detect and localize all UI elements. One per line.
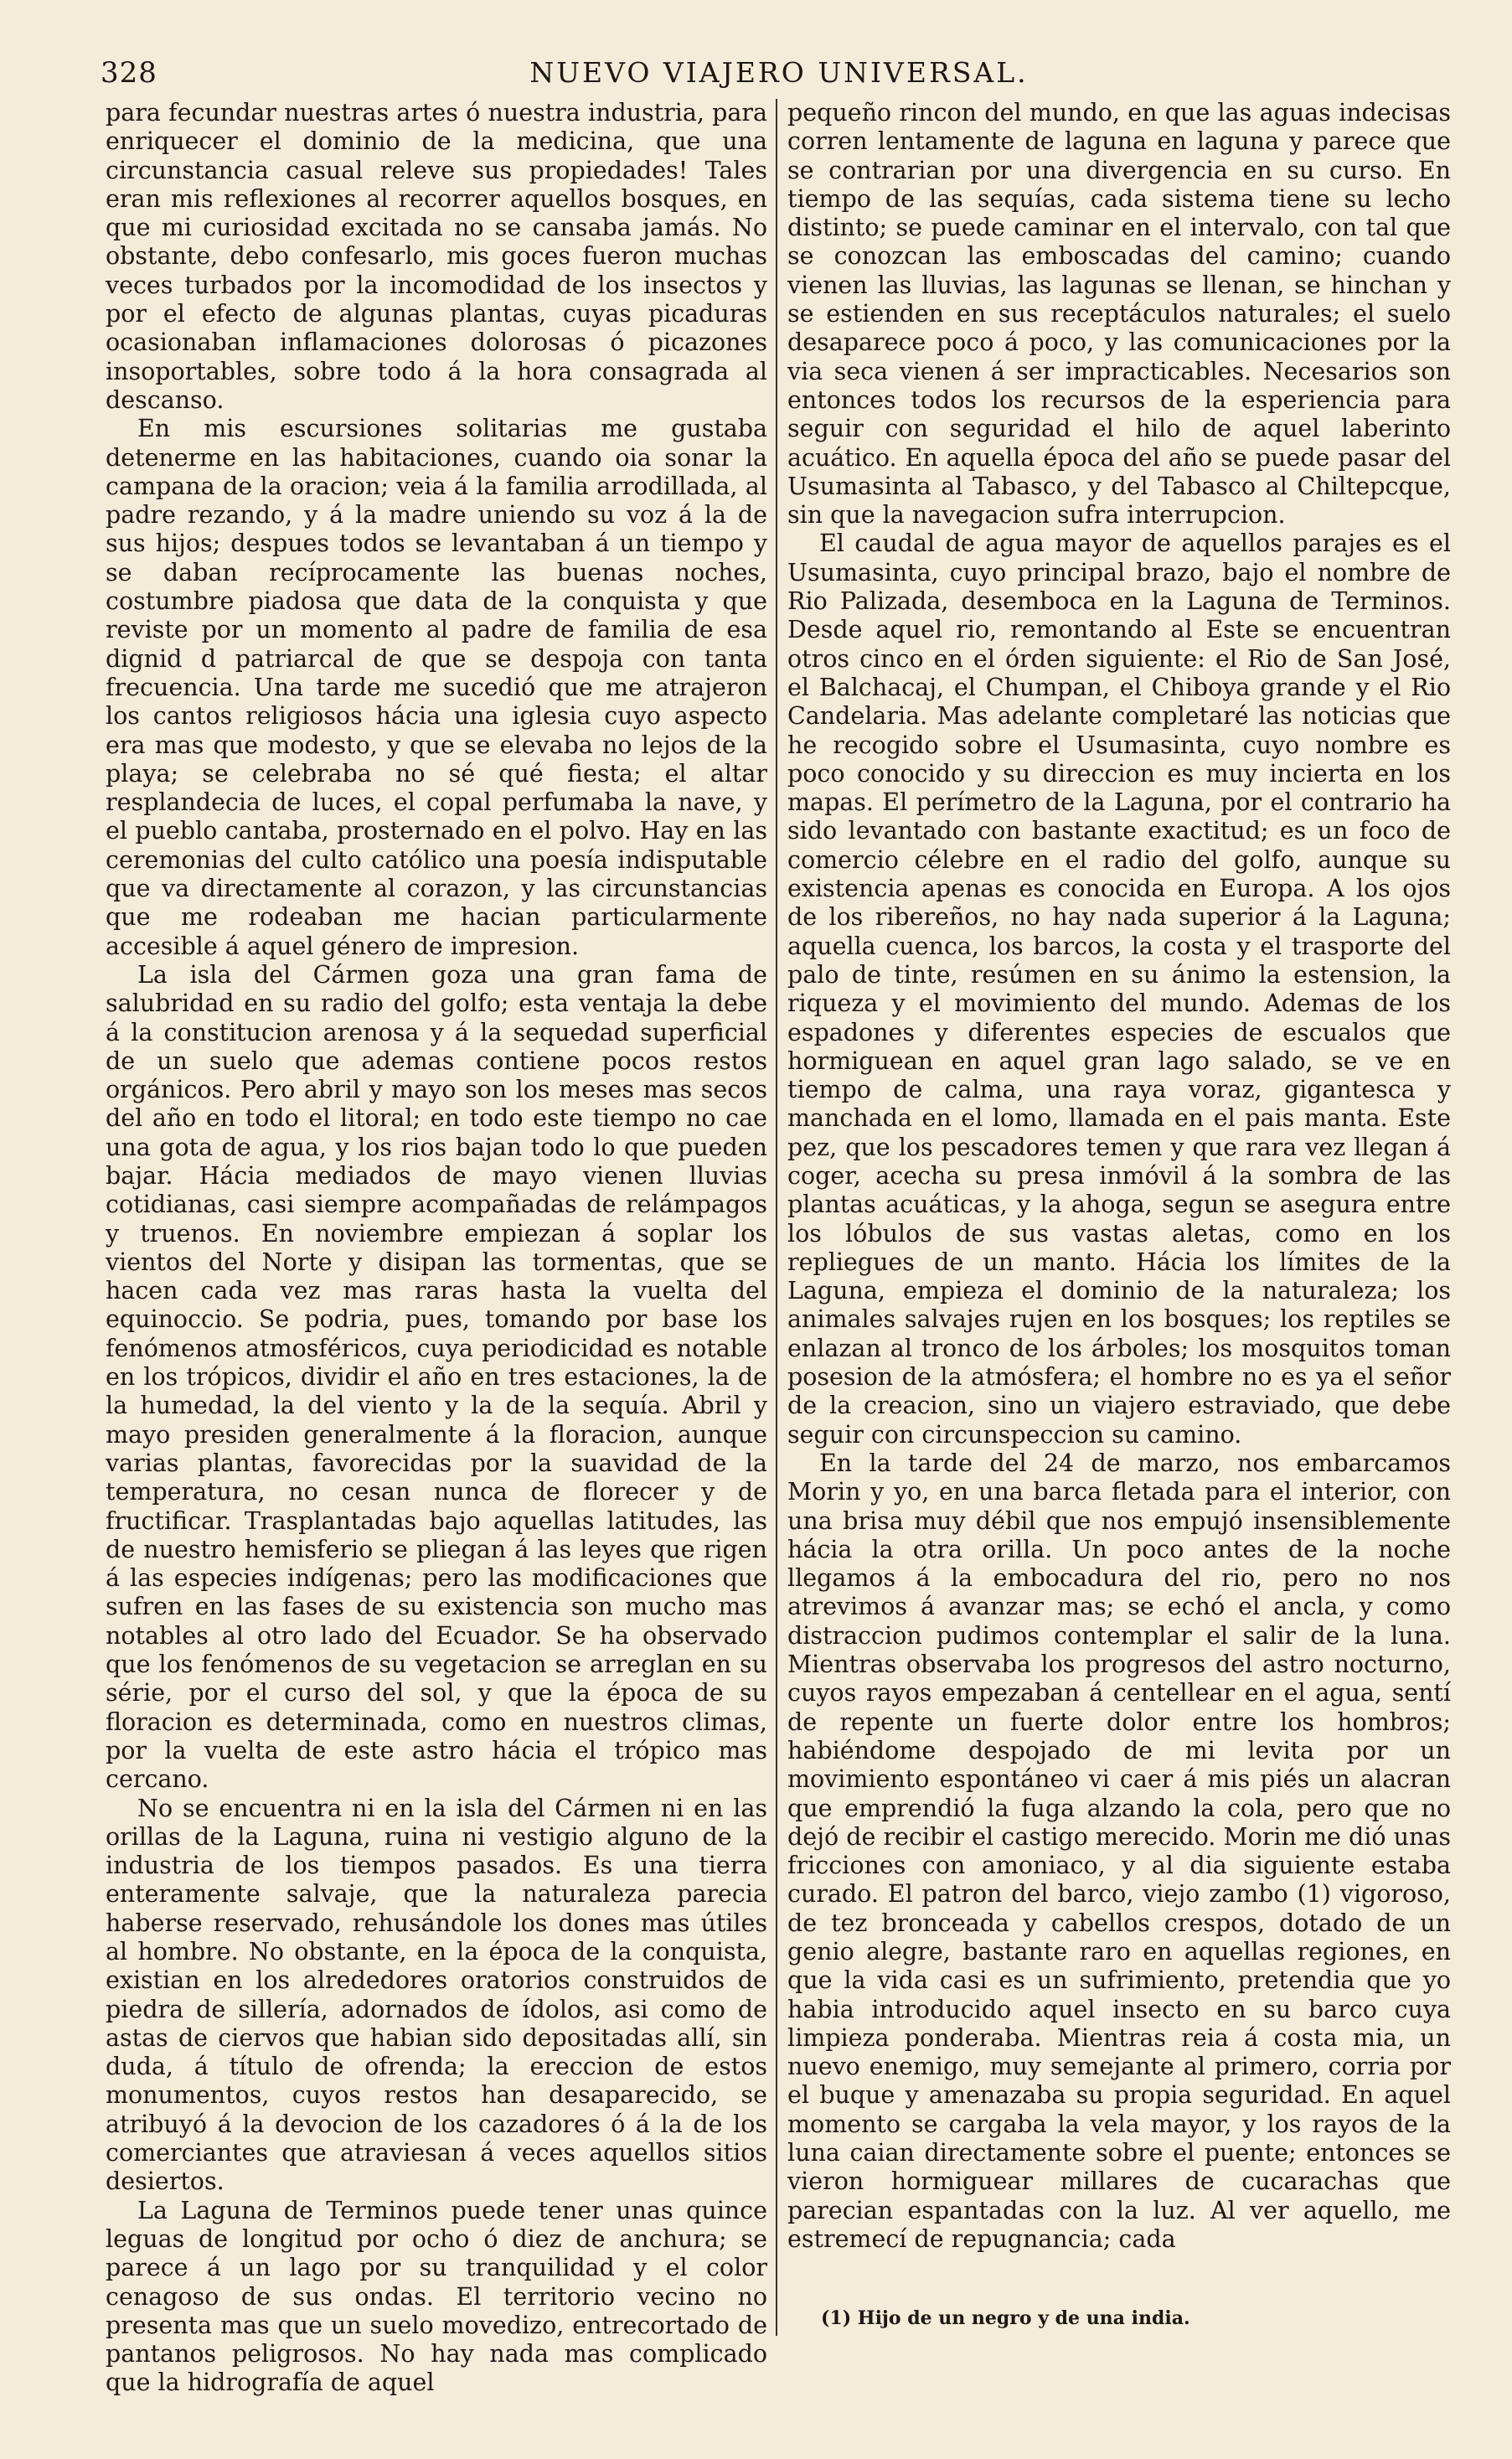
running-title: NUEVO VIAJERO UNIVERSAL. (529, 56, 1029, 89)
paragraph: En mis escursiones solitarias me gustaba detenerme en las habitaciones, cuando oia sonar la campana de la oracion; veia á la familia arrodillada, al padre rezando, y á la madre uniendo su voz á la de sus hijos; despues todos se levantaban á un tiempo y se daban recíprocamente las buenas noches, costumbre piadosa que data de la conquista y que reviste por un momento al padre de familia de esa dignid d patriarcal de que se despoja con tanta frecuencia. Una tarde me sucedió que me atrajeron los cantos religiosos hácia una iglesia cuyo aspecto era mas que modesto, y que se elevaba no lejos de la playa; se celebraba no sé qué fiesta; el altar resplandecia de luces, el copal perfumaba la nave, y el pueblo cantaba, prosternado en el polvo. Hay en las ceremonias del culto católico una poesía indisputable que va directamente al corazon, y las circunstancias que me rodeaban me hacian particularmente accesible á aquel género de impresion. (106, 415, 767, 960)
left-column (106, 99, 767, 2398)
paragraph: El caudal de agua mayor de aquellos parajes es el Usumasinta, cuyo principal brazo, bajo el nombre de Rio Palizada, desemboca en la Laguna de Terminos. Desde aquel rio, remontando al Este se encuentran otros cinco en el órden siguiente: el Rio de San José, el Balchacaj, el Chumpan, el Chiboya grande y el Rio Candelaria. Mas adelante completaré las noticias que he recogido sobre el Usumasinta, cuyo nombre es poco conocido y su direccion es muy incierta en los mapas. El perímetro de la Laguna, por el contrario ha sido levantado con bastante exactitud; es un foco de comercio célebre en el radio del golfo, aunque su existencia apenas es conocida en Europa. A los ojos de los ribereños, no hay nada superior á la Laguna; aquella cuenca, los barcos, la costa y el trasporte del palo de tinte, resúmen en su ánimo la estension, la riqueza y el movimiento del mundo. Ademas de los espadones y diferentes especies de escualos que hormiguean en aquel gran lago salado, se ve en tiempo de calma, una raya voraz, gigantesca y manchada en el lomo, llamada en el pais manta. Este pez, que los pescadores temen y que rara vez llegan á coger, acecha su presa inmóvil á la sombra de las plantas acuáticas, y la ahoga, segun se asegura entre los lóbulos de sus vastas aletas, como en los repliegues de un manto. Hácia los límites de la Laguna, empieza el dominio de la naturaleza; los animales salvajes rujen en los bosques; los reptiles se enlazan al tronco de los árboles; los mosquitos toman posesion de la atmósfera; el hombre no es ya el señor de la creacion, sino un viajero estraviado, que debe seguir con circunspeccion su camino. (787, 530, 1451, 1449)
paragraph: No se encuentra ni en la isla del Cármen ni en las orillas de la Laguna, ruina ni vestigio alguno de la industria de los tiempos pasados. Es una tierra enteramente salvaje, que la naturaleza parecia haberse reservado, rehusándole los dones mas útiles al hombre. No obstante, en la época de la conquista, existian en los alrededores oratorios construidos de piedra de sillería, adornados de ídolos, asi como de astas de ciervos que habian sido depositadas allí, sin duda, á título de ofrenda; la ereccion de estos monumentos, cuyos restos han desaparecido, se atribuyó á la devocion de los cazadores ó á la de los comerciantes que atraviesan á veces aquellos sitios desiertos. (106, 1794, 767, 2196)
paragraph: La isla del Cármen goza una gran fama de salubridad en su radio del golfo; esta ventaja la debe á la constitucion arenosa y á la sequedad superficial de un suelo que ademas contiene pocos restos orgánicos. Pero abril y mayo son los meses mas secos del año en todo el litoral; en todo este tiempo no cae una gota de agua, y los rios bajan todo lo que pueden bajar. Hácia mediados de mayo vienen lluvias cotidianas, casi siempre acompañadas de relámpagos y truenos. En noviembre empiezan á soplar los vientos del Norte y disipan las tormentas, que se hacen cada vez mas raras hasta la vuelta del equinoccio. Se podria, pues, tomando por base los fenómenos atmosféricos, cuya periodicidad es notable en los trópicos, dividir el año en tres estaciones, la de la humedad, la del viento y la de la sequía. Abril y mayo presiden generalmente á la floracion, aunque varias plantas, favorecidas por la suavidad de la temperatura, no cesan nunca de florecer y de fructificar. Trasplantadas bajo aquellas latitudes, las de nuestro hemisferio se pliegan á las leyes que rigen á las especies indígenas; pero las modificaciones que sufren en las fases de su existencia son mucho mas notables al otro lado del Ecuador. Se ha observado que los fenómenos de su vegetacion se arreglan en su série, por el curso del sol, y que la época de su floracion es determinada, como en nuestros climas, por la vuelta de este astro hácia el trópico mas cercano. (106, 960, 767, 1794)
right-column (787, 99, 1451, 2254)
paragraph: La Laguna de Terminos puede tener unas quince leguas de longitud por ocho ó diez de anchura; se parece á un lago por su tranquilidad y el color cenagoso de sus ondas. El territorio vecino no presenta mas que un suelo movedizo, entrecortado de pantanos peligrosos. No hay nada mas complicado que la hidrografía de aquel (106, 2196, 767, 2397)
paragraph: En la tarde del 24 de marzo, nos embarcamos Morin y yo, en una barca fletada para el interior, con una brisa muy débil que nos empujó insensiblemente hácia la otra orilla. Un poco antes de la noche llegamos á la embocadura del rio, pero no nos atrevimos á avanzar mas; se echó el ancla, y como distraccion pudimos contemplar el salir de la luna. Mientras observaba los progresos del astro nocturno, cuyos rayos empezaban á centellear en el agua, sentí de repente un fuerte dolor entre los hombros; habiéndome despojado de mi levita por un movimiento espontáneo vi caer á mis piés un alacran que emprendió la fuga alzando la cola, pero que no dejó de recibir el castigo merecido. Morin me dió unas fricciones con amoniaco, y al dia siguiente estaba curado. El patron del barco, viejo zambo (1) vigoroso, de tez bronceada y cabellos crespos, dotado de un genio alegre, bastante raro en aquellas regiones, en que la vida casi es un sufrimiento, pretendia que yo habia introducido aquel insecto en su barco cuya limpieza ponderaba. Mientras reia á costa mia, un nuevo enemigo, muy semejante al primero, corria por el buque y amenazaba su propia seguridad. En aquel momento se cargaba la vela mayor, y los rayos de la luna caian directamente sobre el puente; entonces se vieron hormiguear millares de cucarachas que parecian espantadas con la luz. Al ver aquello, me estremecí de repugnancia; cada (787, 1449, 1451, 2253)
page-header (101, 52, 1458, 97)
paragraph: pequeño rincon del mundo, en que las aguas indecisas corren lentamente de laguna en laguna y parece que se contrarian por una divergencia en su curso. En tiempo de las sequías, cada sistema tiene su lecho distinto; se puede caminar en el intervalo, con tal que se conozcan las emboscadas del camino; cuando vienen las lluvias, las lagunas se llenan, se hinchan y se estienden en sus receptáculos naturales; el suelo desaparece poco á poco, y las comunicaciones por la via seca vienen á ser impracticables. Necesarios son entonces todos los recursos de la esperiencia para seguir con seguridad el hilo de aquel laberinto acuático. En aquella época del año se puede pasar del Usumasinta al Tabasco, y del Tabasco al Chiltepcque, sin que la navegacion sufra interrupcion. (787, 99, 1451, 530)
column-divider (776, 99, 777, 2336)
paragraph: para fecundar nuestras artes ó nuestra industria, para enriquecer el dominio de la medicina, que una circunstancia casual releve sus propiedades! Tales eran mis reflexiones al recorrer aquellos bosques, en que mi curiosidad excitada no se cansaba jamás. No obstante, debo confesarlo, mis goces fueron muchas veces turbados por la incomodidad de los insectos y por el efecto de algunas plantas, cuyas picaduras ocasionaban inflamaciones dolorosas ó picazones insoportables, sobre todo á la hora consagrada al descanso. (106, 99, 767, 414)
footnote: (1) Hijo de un negro y de una india. (821, 2307, 1190, 2329)
page-number: 328 (101, 56, 157, 90)
